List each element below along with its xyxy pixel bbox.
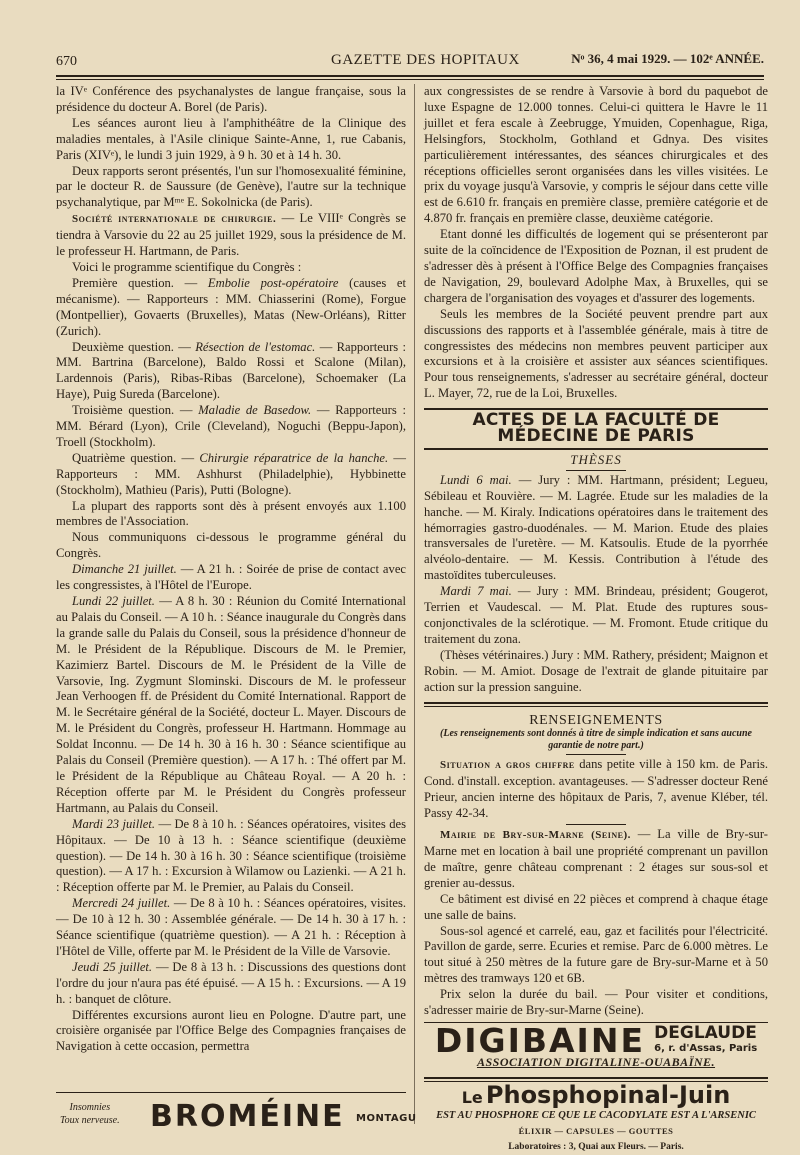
thesis-day: Lundi 6 mai. — Jury : MM. Hartmann, président; Legueu, Sébileau et Rouvière. — M. Lagrée. Etude sur les maladies de la hanche. — M. Kiraly. Indications opératoires dans le traitement des hémorragies gastro-duodénales. — M. Marion. Etude des plaies transversales de l'uretère. — M. Katsoulis. Etude de la pyorrhée alvéolo-dentaire. — M. Kessis. Contribution à l'étude des mastoïdites tuberculeuses. bbox=[424, 472, 768, 583]
digibaine-ad bbox=[424, 1020, 768, 1060]
society-heading: Société internationale de chirurgie. bbox=[72, 213, 277, 226]
journal-title: GAZETTE DES HOPITAUX bbox=[331, 52, 520, 68]
question-4: Quatrième question. — Chirurgie réparatrice de la hanche. — Rapporteurs : MM. Ashhurst (Philadelphie), Hybbinette (Stockholm), Mathieu (Paris), Putti (Bologne). bbox=[56, 450, 406, 497]
program-day: Dimanche 21 juillet. — A 21 h. : Soirée de prise de contact avec les congressistes, à l'Hôtel de l'Europe. bbox=[56, 562, 406, 593]
digibaine-address: 6, r. d'Assas, Paris bbox=[654, 1042, 758, 1054]
thesis-day: Mardi 7 mai. — Jury : MM. Brindeau, président; Gougerot, Terrien et Vaudescal. — M. Plat. Etude des ruptures sous-conjonctivales de la sclérotique. — M. Fromont. Etude critique du traitement du zona. bbox=[424, 584, 768, 646]
bromeine-note: Toux nerveuse. bbox=[60, 1115, 120, 1126]
bromeine-note: Insomnies bbox=[69, 1102, 111, 1113]
bromeine-maker: MONTAGU bbox=[356, 1113, 417, 1124]
phosphopinal-tagline: EST AU PHOSPHORE CE QUE LE CACODYLATE EST A L'ARSENIC bbox=[436, 1109, 756, 1121]
paragraph: Nous communiquons ci-dessous le programme général du Congrès. bbox=[56, 530, 406, 561]
page-header bbox=[56, 50, 764, 70]
info-title: RENSEIGNEMENTS bbox=[529, 712, 663, 728]
program-day: Mercredi 24 juillet. — De 8 à 10 h. : Séances opératoires, visites. — De 10 à 12 h. 30 : Assemblée générale. — De 14 h. 30 à 17 h. : Séance scientifique (quatrième question). — A 21 h. : Réception à l'Hôtel de Ville, offerte par M. le Président de la Ville de Varsovie. bbox=[56, 896, 407, 958]
paragraph: Deux rapports seront présentés, l'un sur l'homosexualité féminine, par le docteur R. de Saussure (de Genève), l'autre sur la technique psychanalytique, par Mᵐᵉ E. Sokolnicka (de Paris). bbox=[56, 163, 406, 210]
question-1: Première question. — Embolie post-opératoire (causes et mécanisme). — Rapporteurs : MM. Chiasserini (Rome), Forgue (Montpellier), Govaerts (Bruxelles), Matas (New-Orléans), Ritter (Zurich). bbox=[56, 275, 406, 338]
faculty-section-title: ACTES DE LA FACULTÉ DE MÉDECINE DE PARIS bbox=[424, 408, 768, 450]
program-day: Lundi 22 juillet. — A 8 h. 30 : Réunion du Comité International au Palais du Conseil. — A 10 h. : Séance inaugurale du Congrès dans la grande salle du Palais du Conseil, sous la présidence d'honneur de M. le Président de la République. Discours de M. le Premier, Kazimierz Bartel. Discours de M. le Président de la Ville de Varsovie, Ing. Zygmunt Slominski. Discours de M. le professeur Jean Verhoogen ff. de Président du Comité International. Rapport de M. le Secrétaire général de la Société, docteur L. Mayer. Discours de M. le Président du Congrès, professeur H. Hartmann. Hommage au Soldat Inconnu. — De 14 h. 30 à 16 h. 30 : Séance scientifique au Palais du Conseil (Première question). — A 17 h. : Thé offert par M. le Président de la République au Château Royal. — A 20 h. : Réception offerte par M. le Président du Congrès professeur Hartmann, au Palais du Conseil. bbox=[56, 594, 406, 815]
info-note: (Les renseignements sont donnés à titre de simple indication et sans aucune garantie de notre part.) bbox=[440, 728, 752, 752]
thesis-day: (Thèses vétérinaires.) Jury : MM. Rathery, président; Maignon et Robin. — M. Amiot. Dosage de l'extrait de glande pituitaire par action sur la pression sanguine. bbox=[424, 647, 768, 694]
page-number: 670 bbox=[56, 54, 77, 69]
digibaine-brand: DIGIBAINE bbox=[434, 1020, 645, 1060]
program-day: Jeudi 25 juillet. — De 8 à 13 h. : Discussions des questions dont l'ordre du jour n'aura pas été épuisé. — A 15 h. : Excursions. — A 19 h. : banquet de clôture. bbox=[56, 959, 406, 1006]
header-rule bbox=[56, 75, 764, 80]
paragraph: Voici le programme scientifique du Congrès : bbox=[72, 259, 302, 274]
phosphopinal-forms: ÉLIXIR — CAPSULES — GOUTTES bbox=[518, 1125, 674, 1136]
bromeine-brand: BROMÉINE bbox=[150, 1099, 345, 1134]
column-divider bbox=[414, 84, 415, 1124]
question-3: Troisième question. — Maladie de Basedow. — Rapporteurs : MM. Bérard (Lyon), Crile (Cleveland), Noguchi (Beppu-Japon), Troell (Stockholm). bbox=[56, 403, 406, 449]
question-2: Deuxième question. — Résection de l'estomac. — Rapporteurs : MM. Bartrina (Barcelone), Baldo Rossi et Scalone (Milan), Lardennois (Paris), Ribas-Ribas (Barcelone), Schoemaker (La Haye), Puig Sureda (Barcelone). bbox=[56, 339, 407, 402]
paragraph: Sous-sol agencé et carrelé, eau, gaz et facilités pour l'électricité. Pavillon de garde, serre. Ecuries et remise. Parc de 6.000 mètres. Le tout situé à 250 mètres de la future gare de Bry-sur-Marne et à 50 mètres des tramways 120 et 6B. bbox=[424, 923, 768, 986]
short-rule bbox=[566, 754, 626, 755]
phosphopinal-brand: Phosphopinal-Juin bbox=[485, 1080, 731, 1109]
paragraph: Les séances auront lieu à l'amphithéâtre de la Clinique des maladies mentales, à l'Asile clinique Sainte-Anne, 1, rue Cabanis, Paris (XIVᵉ), le lundi 3 juin 1929, à 9 h. 30 et à 14 h. 30. bbox=[56, 115, 406, 162]
paragraph: Etant donné les difficultés de logement qui se présenteront par suite de la coïncidence de l'Exposition de Poznan, il est prudent de s'adresser dès à présent à l'Office Belge des Compagnies françaises de Navigation, 29, boulevard Adolphe Max, à Bruxelles, qui se chargera de l'organisation des voyages et d'assurer des logements. bbox=[424, 227, 768, 305]
issue-info: Nᵒ 36, 4 mai 1929. — 102ᵉ ANNÉE. bbox=[571, 51, 764, 66]
paragraph: aux congressistes de se rendre à Varsovie à bord du paquebot de luxe Espagne de 12.000 tonnes. Celui-ci quittera le Havre le 11 juillet et fera escale à Zeebrugge, Ymuiden, Copenhague, Riga, Helsingfors, Stockholm, Gothland et Gdnya. Des visites particulièrement intéressantes, des séances chirurgicales et des réceptions officielles seront organisées dans les villes visitées. Le prix du voyage jusqu'à Varsovie, y compris le séjour dans cette ville est de 6.610 fr. français en première classe, première catégorie et de 4.870 fr. français en première classe, deuxième catégorie. bbox=[424, 84, 768, 226]
phosphopinal-ad: Le Phosphopinal-Juin bbox=[461, 1080, 731, 1109]
short-rule bbox=[566, 824, 626, 825]
classified-ad: Mairie de Bry-sur-Marne (Seine). — La ville de Bry-sur-Marne met en location à bail une propriété comprenant un pavillon de maître, genre château comprenant : 2 étages sur sous-sol et grenier au-dessus. bbox=[424, 827, 768, 890]
paragraph: Prix selon la durée du bail. — Pour visiter et conditions, s'adresser mairie de Bry-sur-Marne (Seine). bbox=[424, 987, 768, 1018]
paragraph: La plupart des rapports sont dès à présent envoyés aux 1.100 membres de l'Association. bbox=[56, 498, 406, 529]
bromeine-ad bbox=[56, 1092, 417, 1134]
phosphopinal-lab: Laboratoires : 3, Quai aux Fleurs. — Paris. bbox=[508, 1141, 684, 1152]
classified-ad: Situation a gros chiffre dans petite ville à 150 km. de Paris. Cond. d'install. exception. avantageuses. — S'adresser docteur René Prieur, ancien interne des hôpitaux de Paris, 7, avenue Kléber, tél. Passy 42-34. bbox=[424, 757, 768, 821]
paragraph: Différentes excursions auront lieu en Pologne. D'autre part, une croisière organisée par l'Office Belge des Compagnies françaises de Navigation à cette occasion, permettra bbox=[56, 1007, 406, 1054]
short-rule bbox=[566, 470, 626, 471]
paragraph: Ce bâtiment est divisé en 22 pièces et comprend à chaque étage une salle de bains. bbox=[424, 891, 768, 922]
left-column bbox=[56, 84, 406, 1055]
section-rule bbox=[424, 702, 768, 707]
right-column bbox=[424, 84, 768, 1155]
program-day: Mardi 23 juillet. — De 8 à 10 h. : Séances opératoires, visites des Hôpitaux. — De 10 à 13 h. : Séance scientifique (deuxième question). — De 14 h. 30 à 16 h. 30 : Séance scientifique (troisième question). — A 17 h. : Excursion à Wilamow ou Lazienki. — A 21 h. : Réception offerte par M. le Premier, au Palais du Conseil. bbox=[56, 816, 407, 895]
digibaine-maker: DEGLAUDE bbox=[654, 1022, 757, 1043]
theses-title: THÈSES bbox=[570, 451, 622, 467]
paragraph: Société internationale de chirurgie. — Le VIIIᵉ Congrès se tiendra à Varsovie du 22 au 25 juillet 1929, sous la présidence de M. le professeur H. Hartmann, de Paris. bbox=[56, 211, 406, 259]
paragraph: la IVᵉ Conférence des psychanalystes de langue française, sous la présidence du docteur A. Borel (de Paris). bbox=[56, 84, 406, 114]
digibaine-subtitle: ASSOCIATION DIGITALINE-OUABAÏNE. bbox=[476, 1054, 716, 1069]
paragraph: Seuls les membres de la Société peuvent prendre part aux discussions des rapports et à l'assemblée générale, mais à titre de congressistes des médecins non membres peuvent participer aux excursions et à la croisière et assister aux séances scientifiques. Pour tous renseignements, s'adresser au secrétaire général, docteur L. Mayer, 72, rue de la Loi, Bruxelles. bbox=[424, 306, 768, 401]
